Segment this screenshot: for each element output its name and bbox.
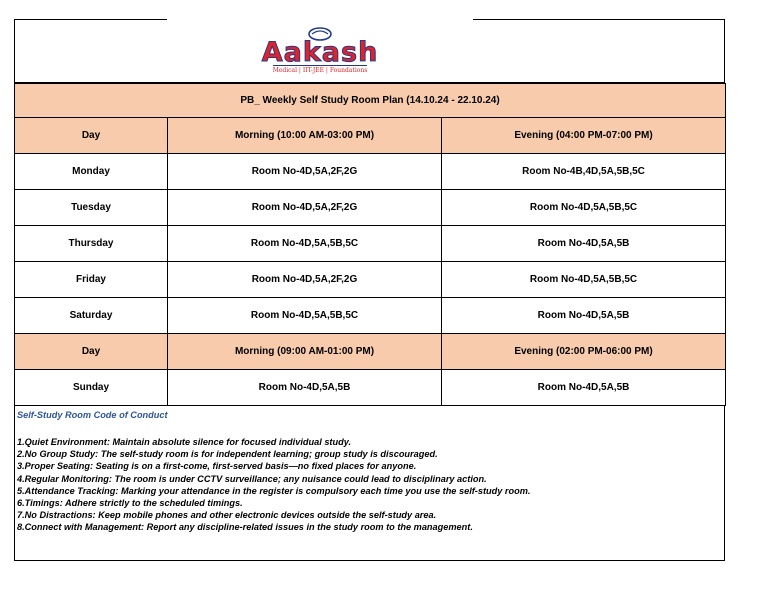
evening-rooms-cell: Room No-4D,5A,5B — [442, 226, 726, 262]
conduct-rule: 6.Timings: Adhere strictly to the scheduled timings. — [17, 498, 243, 509]
header-morning: Morning (10:00 AM-03:00 PM) — [168, 118, 442, 154]
sunday-header-row — [15, 334, 726, 370]
conduct-rule: 7.No Distractions: Keep mobile phones and other electronic devices outside the self-study area. — [17, 510, 437, 521]
conduct-rule: 4.Regular Monitoring: The room is under CCTV surveillance; any nuisance could lead to disciplinary action. — [17, 473, 487, 484]
evening-rooms-cell: Room No-4D,5A,5B — [442, 298, 726, 334]
morning-rooms-cell: Room No-4D,5A,5B,5C — [168, 298, 442, 334]
code-of-conduct — [14, 406, 725, 561]
conduct-title: Self-Study Room Code of Conduct — [17, 410, 168, 420]
header-evening: Evening (02:00 PM-06:00 PM) — [442, 334, 726, 370]
schedule-table — [14, 83, 726, 406]
aakash-logo — [169, 21, 471, 79]
plan-title-row — [15, 84, 726, 118]
header-day: Day — [15, 334, 168, 370]
day-cell: Tuesday — [15, 190, 168, 226]
conduct-rule: 2.No Group Study: The self-study room is for independent learning; group study is discouraged. — [17, 449, 438, 460]
table-row — [15, 298, 726, 334]
logo-tagline: Medical | IIT-JEE | Foundations — [272, 66, 368, 74]
conduct-rule: 3.Proper Seating: Seating is on a first-come, first-served basis—no fixed places for anyone. — [17, 461, 417, 472]
day-cell: Monday — [15, 154, 168, 190]
morning-rooms-cell: Room No-4D,5A,2F,2G — [168, 262, 442, 298]
morning-rooms-cell: Room No-4D,5A,2F,2G — [168, 154, 442, 190]
header-evening: Evening (04:00 PM-07:00 PM) — [442, 118, 726, 154]
conduct-rule: 5.Attendance Tracking: Marking your attendance in the register is compulsory each time you use the self-study room. — [17, 485, 531, 496]
table-row — [15, 370, 726, 406]
day-cell: Sunday — [15, 370, 168, 406]
conduct-rule: 1.Quiet Environment: Maintain absolute silence for focused individual study. — [17, 437, 352, 447]
evening-rooms-cell: Room No-4B,4D,5A,5B,5C — [442, 154, 726, 190]
logo-row — [14, 19, 725, 83]
morning-rooms-cell: Room No-4D,5A,2F,2G — [168, 190, 442, 226]
table-row — [15, 190, 726, 226]
evening-rooms-cell: Room No-4D,5A,5B,5C — [442, 262, 726, 298]
day-cell: Thursday — [15, 226, 168, 262]
header-day: Day — [15, 118, 168, 154]
day-cell: Saturday — [15, 298, 168, 334]
logo-wordmark: Aakash — [261, 36, 379, 68]
table-row — [15, 154, 726, 190]
weekday-header-row — [15, 118, 726, 154]
day-cell: Friday — [15, 262, 168, 298]
plan-title: PB_ Weekly Self Study Room Plan (14.10.24 - 22.10.24) — [15, 84, 726, 118]
study-plan-sheet — [14, 19, 725, 561]
evening-rooms-cell: Room No-4D,5A,5B,5C — [442, 190, 726, 226]
morning-rooms-cell: Room No-4D,5A,5B — [168, 370, 442, 406]
table-row — [15, 262, 726, 298]
evening-rooms-cell: Room No-4D,5A,5B — [442, 370, 726, 406]
table-row — [15, 226, 726, 262]
header-morning: Morning (09:00 AM-01:00 PM) — [168, 334, 442, 370]
morning-rooms-cell: Room No-4D,5A,5B,5C — [168, 226, 442, 262]
conduct-rule: 8.Connect with Management: Report any discipline-related issues in the study room to the management. — [17, 522, 473, 533]
